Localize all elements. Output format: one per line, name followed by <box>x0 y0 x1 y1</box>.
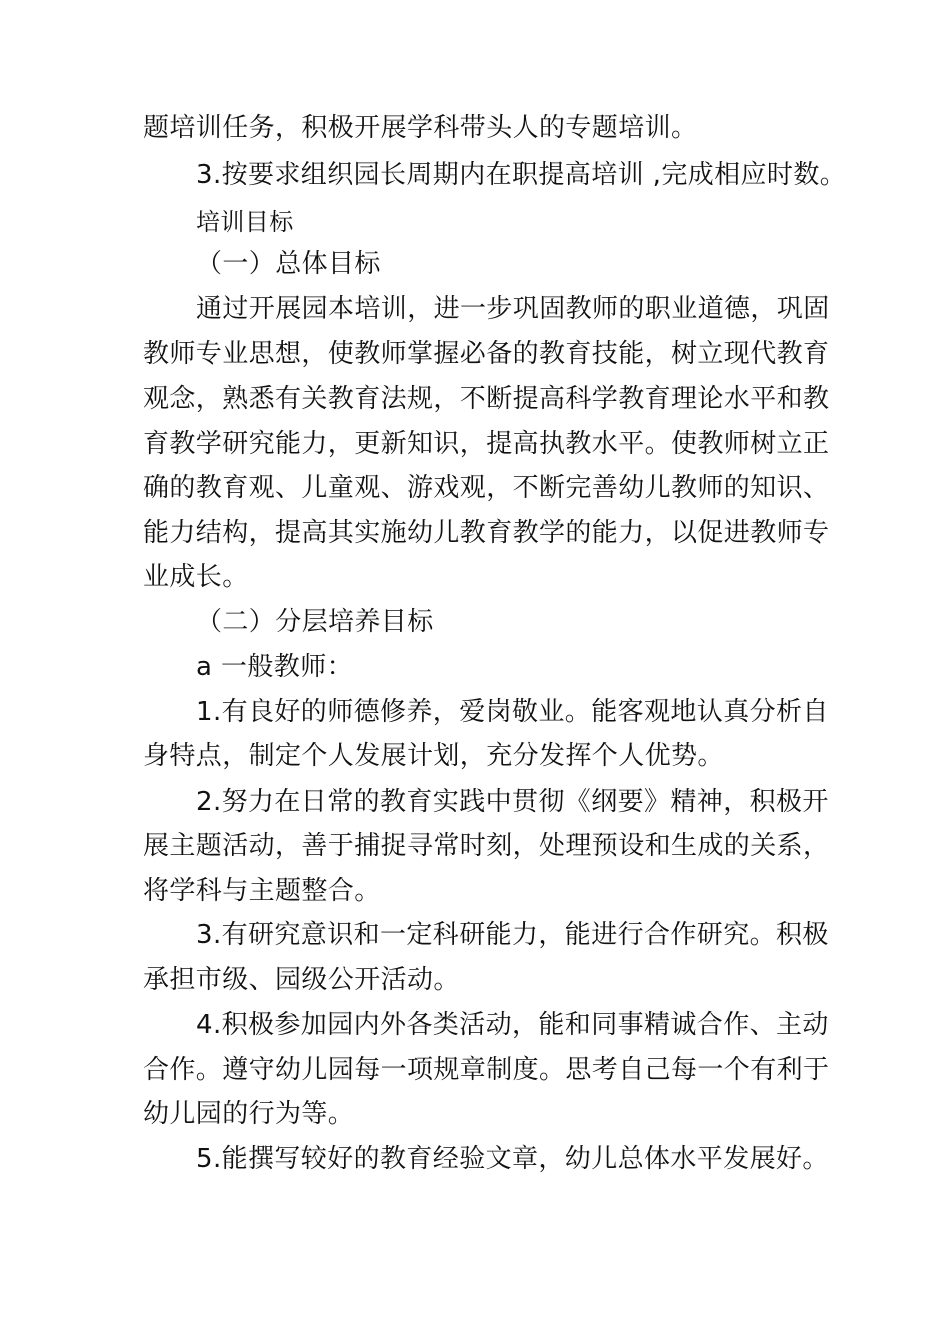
list-item-line: 2.努力在日常的教育实践中贯彻《纲要》精神，积极开 <box>196 787 829 817</box>
paragraph-line: 育教学研究能力，更新知识，提高执教水平。使教师树立正 <box>143 429 830 459</box>
subsection-heading: （一）总体目标 <box>196 249 381 279</box>
subsection-heading: （二）分层培养目标 <box>196 607 434 637</box>
paragraph-line: 3.按要求组织园长周期内在职提高培训 ,完成相应时数。 <box>196 160 847 190</box>
paragraph-line: 业成长。 <box>143 562 249 592</box>
list-item-line: 合作。遵守幼儿园每一项规章制度。思考自己每一个有利于 <box>143 1055 830 1085</box>
paragraph-line: 教师专业思想，使教师掌握必备的教育技能，树立现代教育 <box>143 339 830 369</box>
list-item-line: 1.有良好的师德修养，爱岗敬业。能客观地认真分析自 <box>196 697 829 727</box>
paragraph-line: 能力结构，提高其实施幼儿教育教学的能力，以促进教师专 <box>143 518 830 548</box>
paragraph-line: 通过开展园本培训，进一步巩固教师的职业道德，巩固 <box>196 294 830 324</box>
paragraph-line: 观念，熟悉有关教育法规，不断提高科学教育理论水平和教 <box>143 384 830 414</box>
list-item-line: 5.能撰写较好的教育经验文章，幼儿总体水平发展好。 <box>196 1144 829 1174</box>
list-item-line: 身特点，制定个人发展计划，充分发挥个人优势。 <box>143 741 724 771</box>
list-item-line: 3.有研究意识和一定科研能力，能进行合作研究。积极 <box>196 920 829 950</box>
list-item-line: 4.积极参加园内外各类活动，能和同事精诚合作、主动 <box>196 1010 829 1040</box>
paragraph-line: 确的教育观、儿童观、游戏观，不断完善幼儿教师的知识、 <box>143 473 830 503</box>
section-heading: 培训目标 <box>196 208 294 236</box>
list-item-line: 幼儿园的行为等。 <box>143 1099 355 1129</box>
list-item-line: 将学科与主题整合。 <box>143 876 381 906</box>
list-item-line: 承担市级、园级公开活动。 <box>143 965 460 995</box>
paragraph-line: 题培训任务，积极开展学科带头人的专题培训。 <box>143 113 698 143</box>
list-item-line: 展主题活动，善于捕捉寻常时刻，处理预设和生成的关系， <box>143 831 830 861</box>
list-heading: a 一般教师： <box>196 652 353 682</box>
